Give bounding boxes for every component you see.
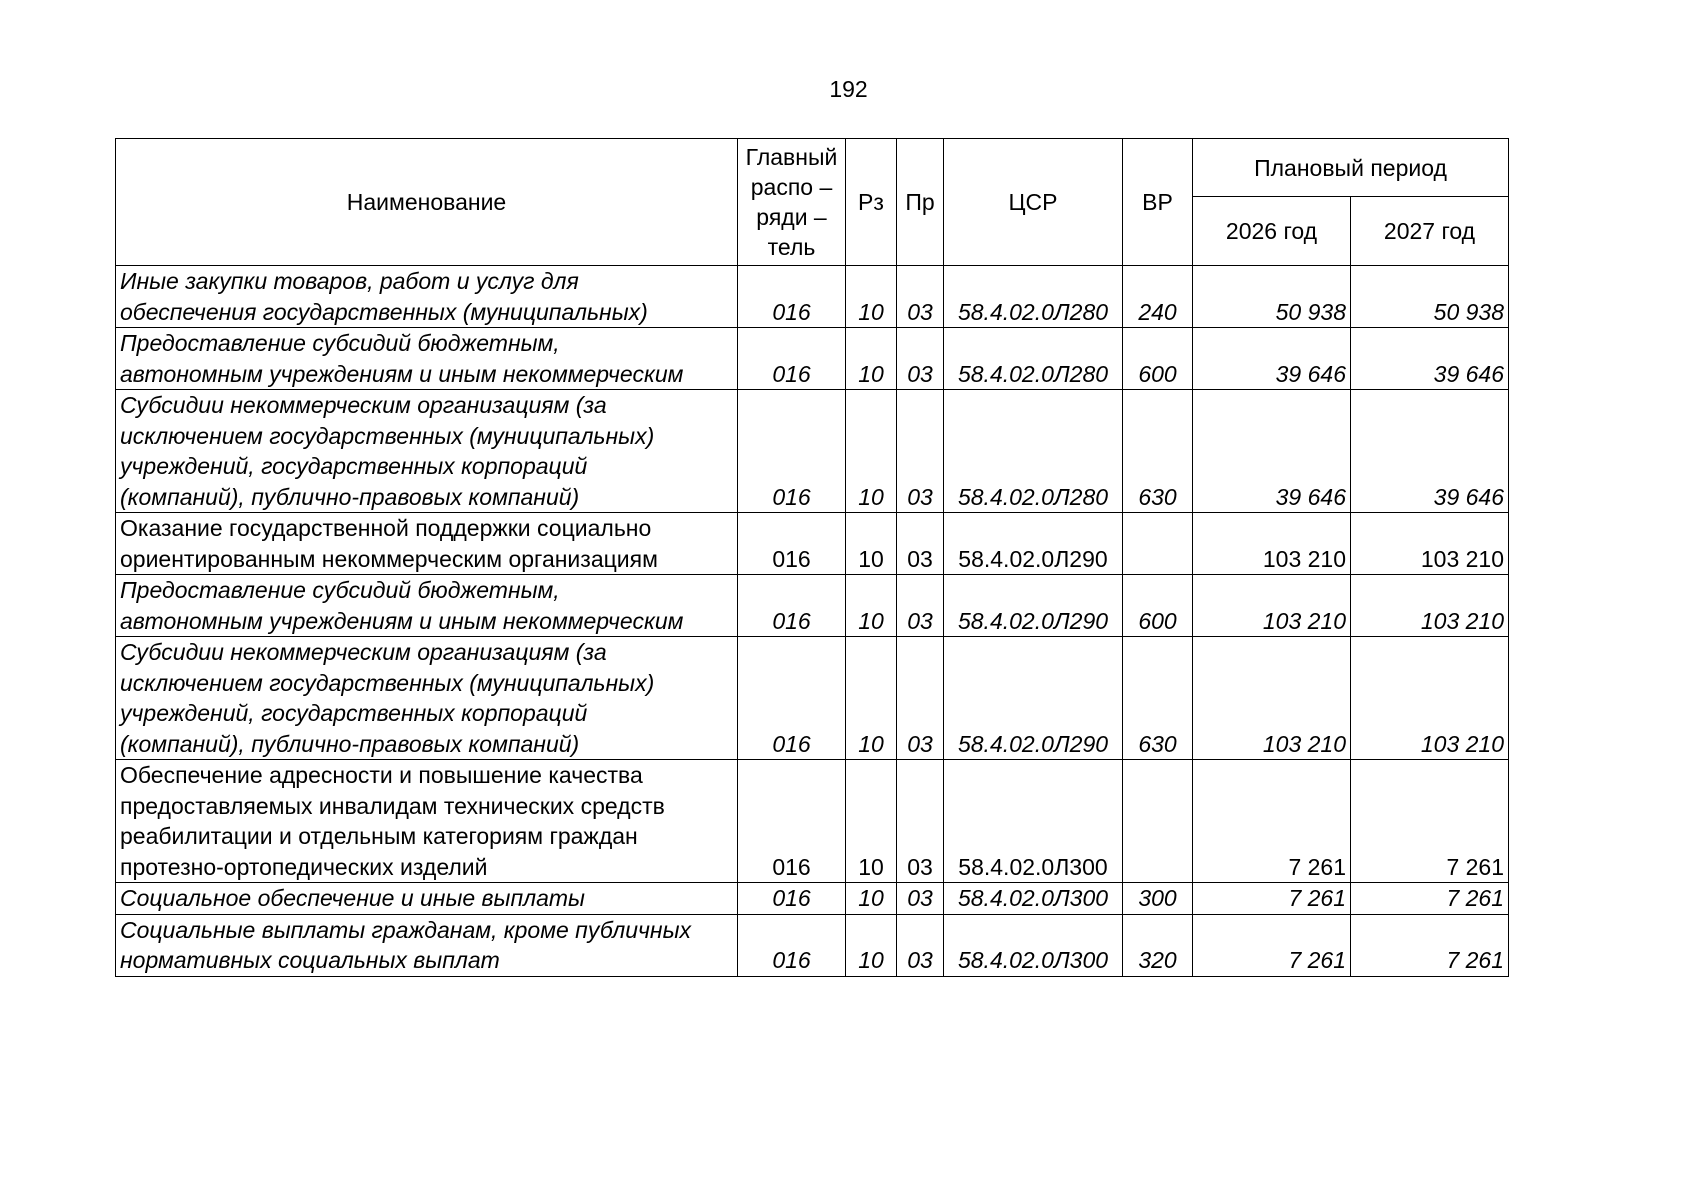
table-row — [116, 328, 1509, 390]
table-row — [116, 914, 1509, 976]
page-number: 192 — [829, 76, 868, 102]
cell-vr: 630 — [1123, 390, 1193, 513]
cell-name-line: Предоставление субсидий бюджетным, — [120, 577, 560, 603]
cell-2026: 103 210 — [1193, 575, 1351, 637]
header-grbs-line: распо – — [750, 174, 833, 200]
cell-vr: 600 — [1123, 575, 1193, 637]
header-pr: Пр — [897, 139, 944, 266]
cell-name-line: Оказание государственной поддержки социально — [120, 515, 652, 541]
header-grbs-line: тель — [767, 234, 816, 260]
cell-vr: 600 — [1123, 328, 1193, 390]
cell-name-line: Субсидии некоммерческим организациям (за — [120, 639, 607, 665]
cell-rz: 10 — [846, 637, 897, 760]
cell-2027: 39 646 — [1351, 390, 1509, 513]
cell-name — [116, 914, 738, 976]
cell-rz: 10 — [846, 266, 897, 328]
cell-rz: 10 — [846, 760, 897, 883]
cell-csr: 58.4.02.0Л280 — [944, 266, 1123, 328]
cell-name-line: Иные закупки товаров, работ и услуг для — [120, 268, 579, 294]
table-row — [116, 637, 1509, 760]
cell-2026: 103 210 — [1193, 513, 1351, 575]
cell-2027: 7 261 — [1351, 760, 1509, 883]
cell-grbs: 016 — [738, 760, 846, 883]
cell-pr: 03 — [897, 575, 944, 637]
cell-vr — [1123, 513, 1193, 575]
cell-2027: 7 261 — [1351, 914, 1509, 976]
header-csr: ЦСР — [944, 139, 1123, 266]
header-grbs-line: ряди – — [756, 204, 827, 230]
cell-rz: 10 — [846, 883, 897, 915]
cell-pr: 03 — [897, 914, 944, 976]
cell-pr: 03 — [897, 266, 944, 328]
cell-name-line: нормативных социальных выплат — [120, 947, 500, 973]
cell-name-line: Субсидии некоммерческим организациям (за — [120, 392, 607, 418]
cell-csr: 58.4.02.0Л290 — [944, 575, 1123, 637]
cell-name — [116, 513, 738, 575]
cell-csr: 58.4.02.0Л280 — [944, 328, 1123, 390]
cell-name-line: Предоставление субсидий бюджетным, — [120, 330, 560, 356]
cell-name-line: Социальное обеспечение и иные выплаты — [120, 885, 585, 911]
table-header-row — [116, 139, 1509, 197]
table-row — [116, 513, 1509, 575]
header-planned-period: Плановый период — [1193, 139, 1509, 197]
cell-name — [116, 575, 738, 637]
cell-pr: 03 — [897, 513, 944, 575]
header-vr: ВР — [1123, 139, 1193, 266]
table-row — [116, 760, 1509, 883]
cell-rz: 10 — [846, 328, 897, 390]
cell-name-line: учреждений, государственных корпораций — [120, 453, 588, 479]
cell-csr: 58.4.02.0Л300 — [944, 883, 1123, 915]
cell-grbs: 016 — [738, 637, 846, 760]
cell-name — [116, 760, 738, 883]
cell-name-line: ориентированным некоммерческим организациям — [120, 545, 658, 572]
cell-2026: 39 646 — [1193, 328, 1351, 390]
cell-name-line: учреждений, государственных корпораций — [120, 700, 588, 726]
header-grbs — [738, 139, 846, 266]
cell-name-line: исключением государственных (муниципальных) — [120, 422, 655, 449]
header-year-2026: 2026 год — [1193, 197, 1351, 266]
cell-csr: 58.4.02.0Л290 — [944, 637, 1123, 760]
cell-vr: 300 — [1123, 883, 1193, 915]
cell-name-line: автономным учреждениям и иным некоммерческим — [120, 607, 684, 634]
cell-name — [116, 328, 738, 390]
cell-name-line: реабилитации и отдельным категориям граждан — [120, 823, 638, 849]
header-grbs-line: Главный — [745, 144, 838, 170]
cell-2026: 103 210 — [1193, 637, 1351, 760]
cell-name — [116, 390, 738, 513]
cell-csr: 58.4.02.0Л300 — [944, 914, 1123, 976]
cell-name-line: (компаний), публично-правовых компаний) — [120, 730, 580, 757]
cell-grbs: 016 — [738, 575, 846, 637]
cell-2026: 7 261 — [1193, 883, 1351, 915]
cell-pr: 03 — [897, 328, 944, 390]
cell-2026: 7 261 — [1193, 760, 1351, 883]
cell-grbs: 016 — [738, 328, 846, 390]
table-row — [116, 390, 1509, 513]
cell-2026: 7 261 — [1193, 914, 1351, 976]
cell-grbs: 016 — [738, 266, 846, 328]
cell-name-line: обеспечения государственных (муниципальных) — [120, 298, 648, 325]
cell-name — [116, 883, 738, 915]
cell-2027: 50 938 — [1351, 266, 1509, 328]
cell-2026: 50 938 — [1193, 266, 1351, 328]
cell-pr: 03 — [897, 760, 944, 883]
budget-table — [115, 138, 1509, 977]
cell-2027: 103 210 — [1351, 637, 1509, 760]
cell-pr: 03 — [897, 637, 944, 760]
cell-name-line: Обеспечение адресности и повышение качества — [120, 762, 643, 788]
cell-vr: 240 — [1123, 266, 1193, 328]
cell-grbs: 016 — [738, 513, 846, 575]
cell-2027: 103 210 — [1351, 575, 1509, 637]
cell-rz: 10 — [846, 914, 897, 976]
table-row — [116, 575, 1509, 637]
cell-name-line: исключением государственных (муниципальных) — [120, 669, 655, 696]
cell-2027: 7 261 — [1351, 883, 1509, 915]
cell-rz: 10 — [846, 513, 897, 575]
cell-2026: 39 646 — [1193, 390, 1351, 513]
cell-grbs: 016 — [738, 883, 846, 915]
table-body — [116, 266, 1509, 977]
cell-grbs: 016 — [738, 914, 846, 976]
cell-name-line: Социальные выплаты гражданам, кроме публичных — [120, 916, 692, 943]
cell-name-line: автономным учреждениям и иным некоммерческим — [120, 360, 684, 387]
cell-name-line: (компаний), публично-правовых компаний) — [120, 483, 580, 510]
cell-csr: 58.4.02.0Л300 — [944, 760, 1123, 883]
header-name: Наименование — [116, 139, 738, 266]
cell-rz: 10 — [846, 575, 897, 637]
cell-name — [116, 266, 738, 328]
header-year-2027: 2027 год — [1351, 197, 1509, 266]
cell-grbs: 016 — [738, 390, 846, 513]
cell-name-line: предоставляемых инвалидам технических средств — [120, 792, 665, 819]
cell-name — [116, 637, 738, 760]
cell-rz: 10 — [846, 390, 897, 513]
cell-vr — [1123, 760, 1193, 883]
table-row — [116, 266, 1509, 328]
cell-vr: 320 — [1123, 914, 1193, 976]
cell-pr: 03 — [897, 883, 944, 915]
cell-csr: 58.4.02.0Л290 — [944, 513, 1123, 575]
cell-2027: 39 646 — [1351, 328, 1509, 390]
cell-vr: 630 — [1123, 637, 1193, 760]
cell-csr: 58.4.02.0Л280 — [944, 390, 1123, 513]
table-row — [116, 883, 1509, 915]
cell-pr: 03 — [897, 390, 944, 513]
cell-2027: 103 210 — [1351, 513, 1509, 575]
cell-name-line: протезно-ортопедических изделий — [120, 853, 488, 880]
header-rz: Рз — [846, 139, 897, 266]
